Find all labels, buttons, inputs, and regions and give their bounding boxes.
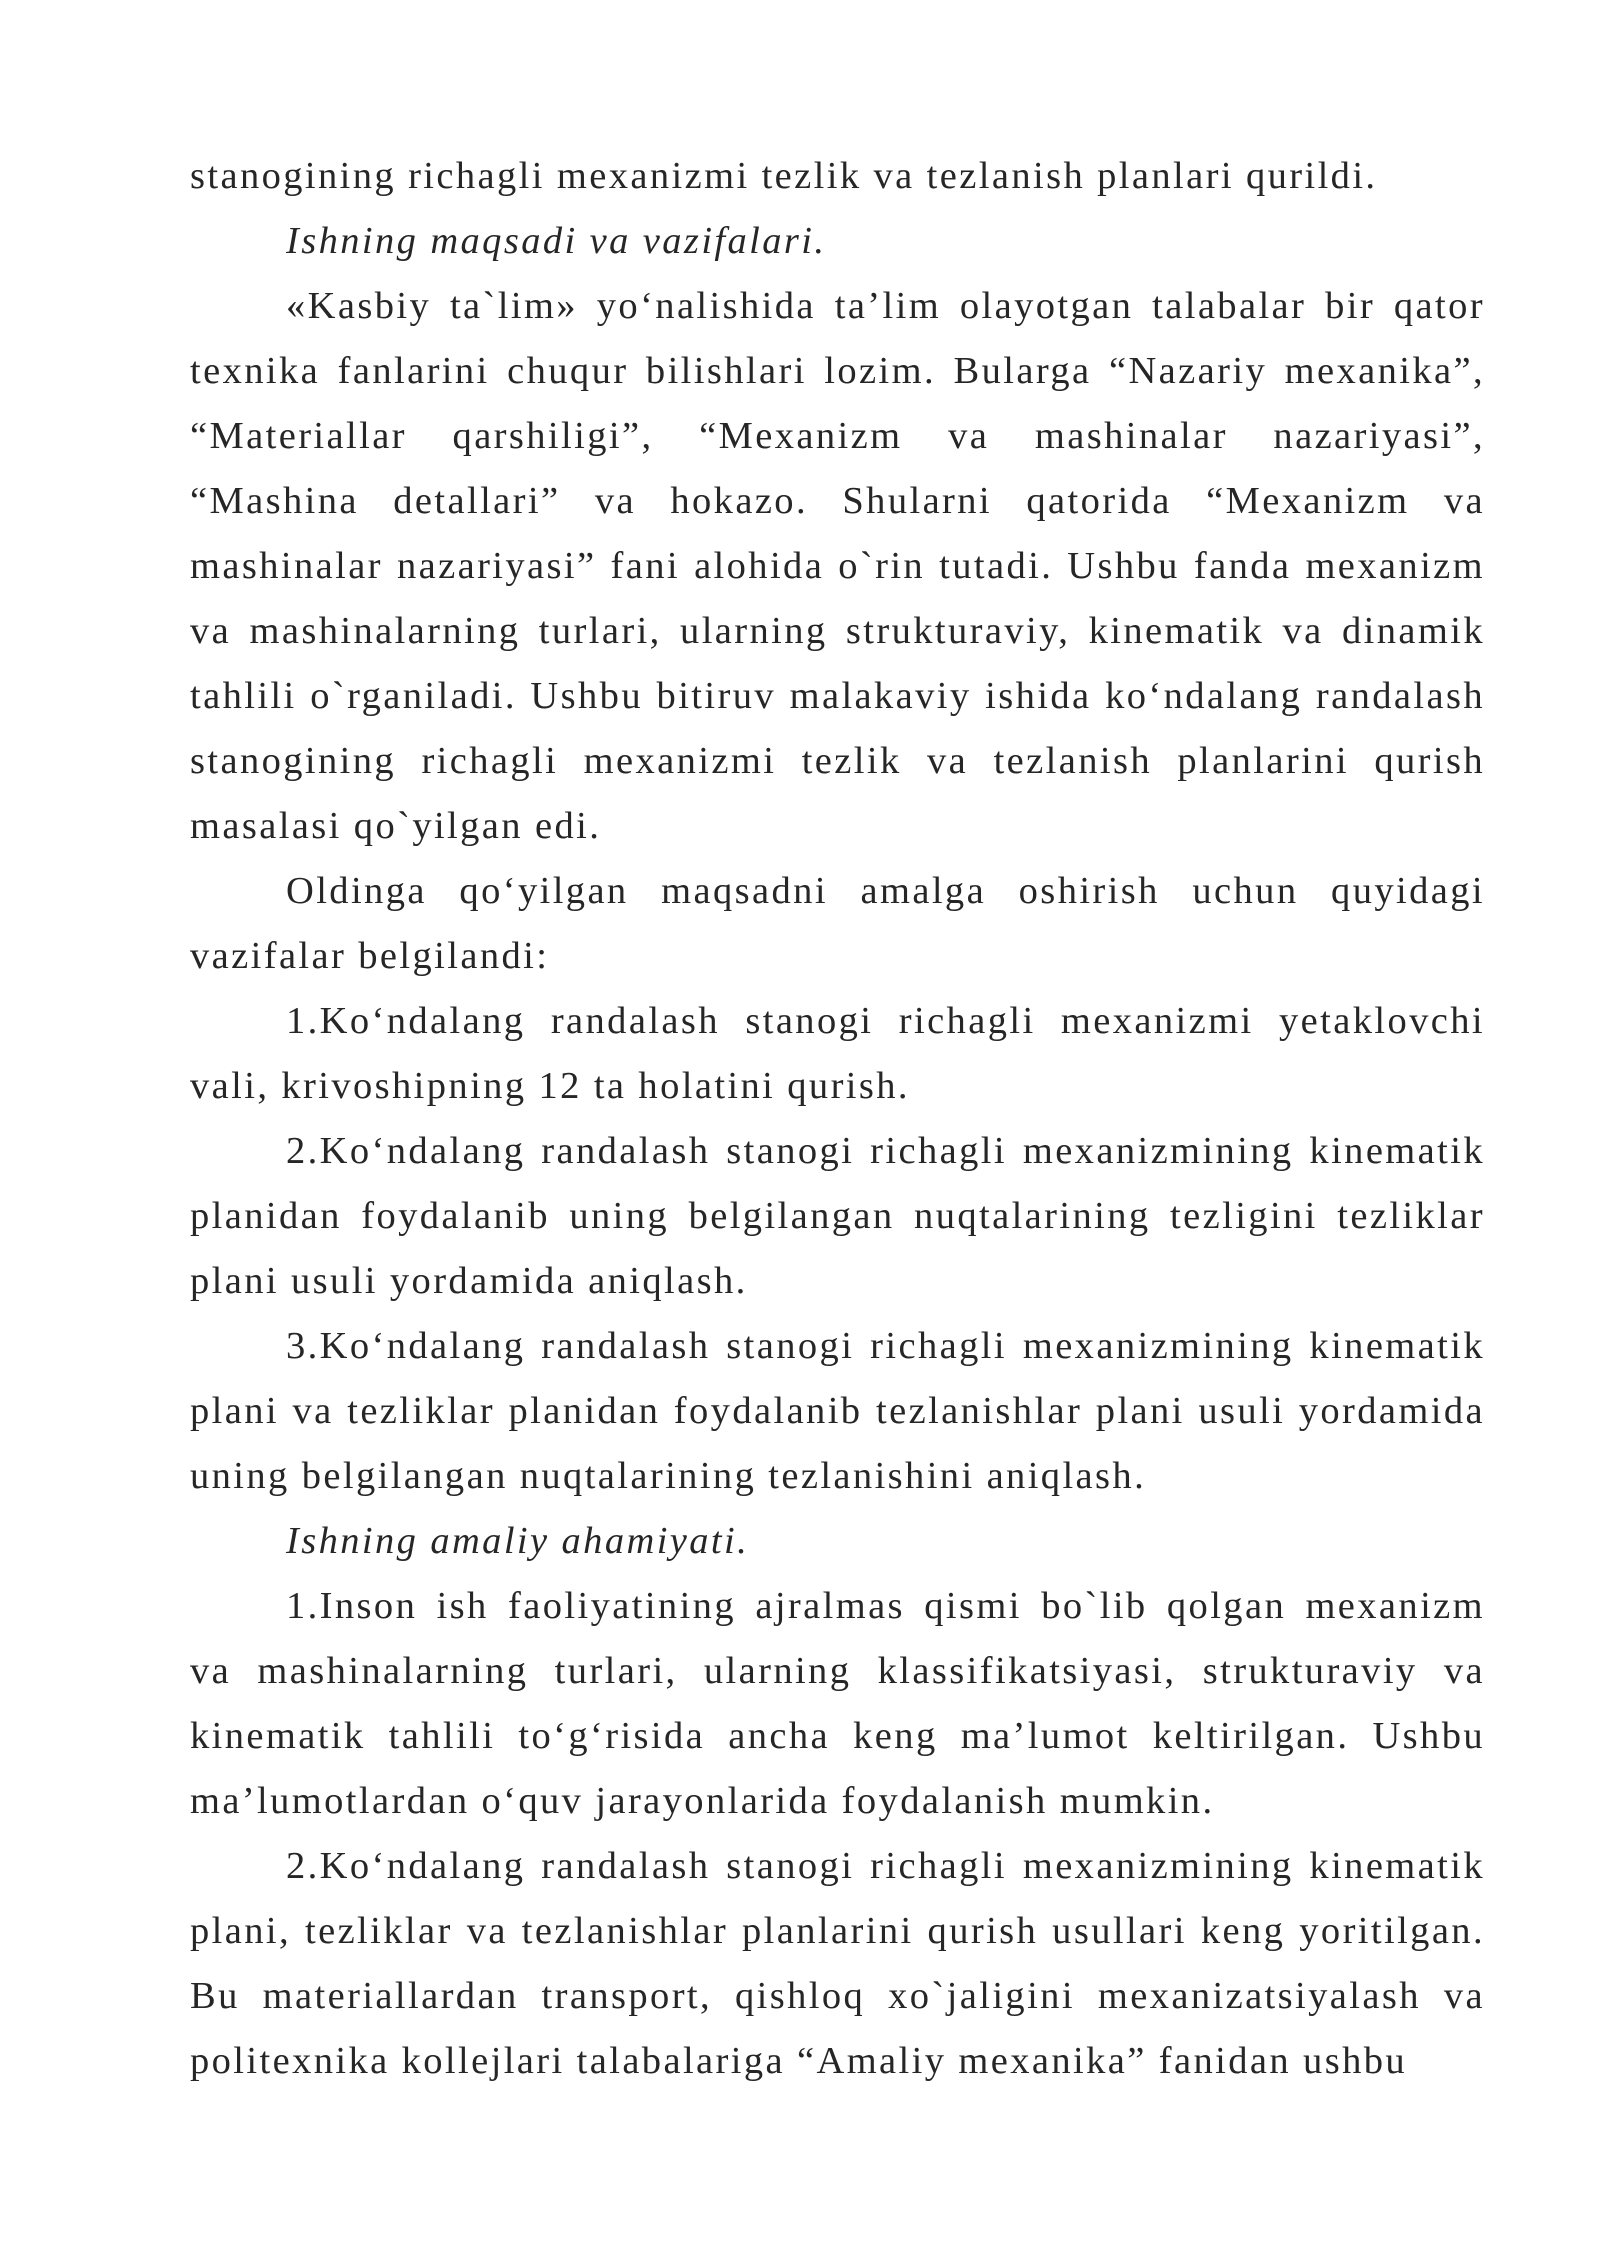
significance-item-1: 1.Inson ish faoliyatining ajralmas qismi bo`lib qolgan mexanizm va mashinalarning turlari, ularning klassifikatsiyasi, strukturaviy va kinematik tahlili to‘g‘risida ancha keng ma’lumot keltirilgan. Ushbu ma’lumotlardan o‘quv jarayonlarida foydalanish mumkin. bbox=[190, 1585, 1485, 1822]
paragraph-continuation: stanogining richagli mexanizmi tezlik va tezlanish planlari qurildi. bbox=[190, 155, 1378, 197]
task-item-1: 1.Ko‘ndalang randalash stanogi richagli mexanizmi yetaklovchi vali, krivoshipning 12 ta holatini qurish. bbox=[190, 1000, 1485, 1107]
task-item-3: 3.Ko‘ndalang randalash stanogi richagli mexanizmining kinematik plani va tezliklar planidan foydalanib tezlanishlar plani usuli yordamida uning belgilangan nuqtalarining tezlanishini aniqlash. bbox=[190, 1325, 1485, 1497]
paragraph-intro: «Kasbiy ta`lim» yo‘nalishida ta’lim olayotgan talabalar bir qator texnika fanlarini chuqur bilishlari lozim. Bularga “Nazariy mexanika”, “Materiallar qarshiligi”, “Mexanizm va mashinalar nazariyasi”, “Mashina detallari” va hokazo. Shularni qatorida “Mexanizm va mashinalar nazariyasi” fani alohida o`rin tutadi. Ushbu fanda mexanizm va mashinalarning turlari, ularning strukturaviy, kinematik va dinamik tahlili o`rganiladi. Ushbu bitiruv malakaviy ishida ko‘ndalang randalash stanogining richagli mexanizmi tezlik va tezlanish planlarini qurish masalasi qo`yilgan edi. bbox=[190, 285, 1485, 847]
paragraph-tasks-lead: Oldinga qo‘yilgan maqsadni amalga oshirish uchun quyidagi vazifalar belgilandi: bbox=[190, 870, 1485, 977]
document-body bbox=[190, 144, 1485, 2094]
task-item-2: 2.Ko‘ndalang randalash stanogi richagli mexanizmining kinematik planidan foydalanib uning belgilangan nuqtalarining tezligini tezliklar plani usuli yordamida aniqlash. bbox=[190, 1130, 1485, 1302]
section-heading-significance: Ishning amaliy ahamiyati. bbox=[286, 1520, 750, 1562]
significance-item-2: 2.Ko‘ndalang randalash stanogi richagli mexanizmining kinematik plani, tezliklar va tezlanishlar planlarini qurish usullari keng yoritilgan. Bu materiallardan transport, qishloq xo`jaligini mexanizatsiyalash va politexnika kollejlari talabalariga “Amaliy mexanika” fanidan ushbu bbox=[190, 1845, 1485, 2082]
section-heading-goals: Ishning maqsadi va vazifalari. bbox=[286, 220, 827, 262]
